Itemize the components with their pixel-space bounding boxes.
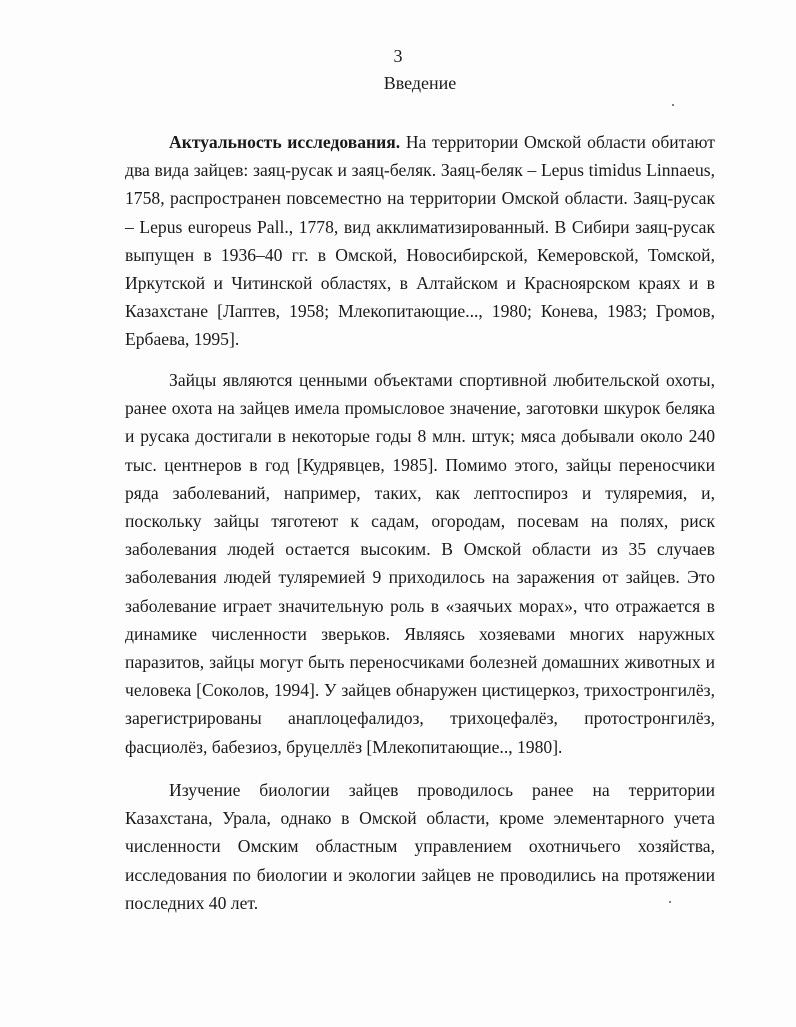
paragraph-text: На территории Омской области обитают два вида зайцев: заяц-русак и заяц-беляк. Заяц-беляк – Lepus timidus Linnaeus, 1758, распространен повсеместно на территории Омской области. Заяц-русак – Lepus europeus Pall., 1778, вид акклиматизированный. В Сибири заяц-русак выпущен в 1936–40 гг. в Омской, Новосибирской, Кемеровской, Томской, Иркутской и Читинской областях, в Алтайском и Красноярском краях и в Казахстане [Лаптев, 1958; Млекопитающие..., 1980; Конева, 1983; Громов, Ербаева, 1995].	[125, 132, 715, 350]
paragraph-lead: Актуальность исследования.	[169, 132, 401, 152]
paragraph-relevance	[125, 128, 715, 354]
page-number: 3	[393, 46, 403, 66]
scan-speck	[669, 901, 671, 903]
paragraph-hunting: Зайцы являются ценными объектами спортивной любительской охоты, ранее охота на зайцев имела промысловое значение, заготовки шкурок беляка и русака достигали в некоторые годы 8 млн. штук; мяса добывали около 240 тыс. центнеров в год [Кудрявцев, 1985]. Помимо этого, зайцы переносчики ряда заболеваний, например, таких, как лептоспироз и туляремия, и, поскольку зайцы тяготеют к садам, огородам, посевам на полях, риск заболевания людей остается высоким. В Омской области из 35 случаев заболевания людей туляремией 9 приходилось на заражения от зайцев. Это заболевание играет значительную роль в «заячьих морах», что отражается в динамике численности зверьков. Являясь хозяевами многих наружных паразитов, зайцы могут быть переносчиками болезней домашних животных и человека [Соколов, 1994]. У зайцев обнаружен цистицеркоз, трихостронгилёз, зарегистрированы анаплоцефалидоз, трихоцефалёз, протостронгилёз, фасциолёз, бабезиоз, бруцеллёз [Млекопитающие.., 1980].	[125, 370, 715, 757]
section-heading: Введение	[383, 73, 457, 93]
scan-speck	[672, 104, 674, 106]
paragraph-study: Изучение биологии зайцев проводилось ранее на территории Казахстана, Урала, однако в Омской области, кроме элементарного учета численности Омским областным управлением охотничьего хозяйства, исследования по биологии и экологии зайцев не проводились на протяжении последних 40 лет.	[125, 780, 715, 913]
